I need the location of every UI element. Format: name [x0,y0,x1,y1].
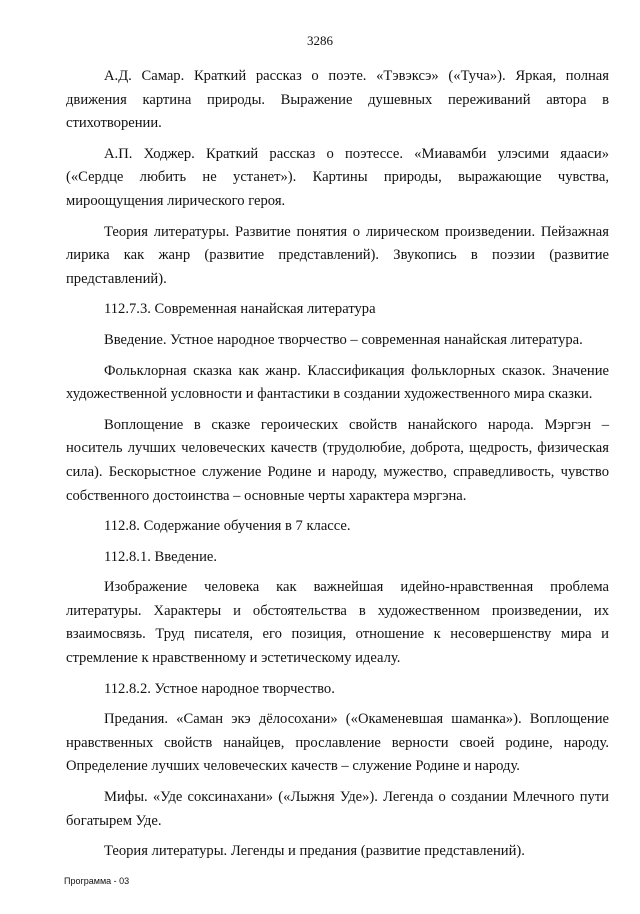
document-body [66,65,609,871]
paragraph-samar: А.Д. Самар. Краткий рассказ о поэте. «Тэвэксэ» («Туча»). Яркая, полная движения картина природы. Выражение душевных переживаний автора в стихотворении. [66,68,609,132]
paragraph-theory-lyric: Теория литературы. Развитие понятия о лирическом произведении. Пейзажная лирика как жанр (развитие представлений). Звукопись в поэзии (развитие представлений). [66,223,609,287]
paragraph-khodzher: А.П. Ходжер. Краткий рассказ о поэтессе. «Миавамби улэсими ядааси» («Сердце любить не устанет»). Картины природы, выражающие чувства, мироощущения лирического героя. [66,145,609,209]
paragraph-human-image: Изображение человека как важнейшая идейно-нравственная проблема литературы. Характеры и обстоятельства в художественном произведении, их взаимосвязь. Труд писателя, его позиция, отношение к несовершенству мира и стремление к нравственному и эстетическому идеалу. [66,579,609,667]
footer-label: Программа - 03 [64,876,130,886]
section-heading-112-8: 112.8. Содержание обучения в 7 классе. [104,518,351,535]
paragraph-myths: Мифы. «Уде соксинахани» («Лыжня Уде»). Легенда о создании Млечного пути богатырем Уде. [66,789,609,829]
page-number: 3286 [307,33,333,48]
paragraph-folk-tale: Фольклорная сказка как жанр. Классификация фольклорных сказок. Значение художественной условности и фантастики в создании художественного мира сказки. [66,362,609,403]
paragraph-mergen: Воплощение в сказке героических свойств нанайского народа. Мэргэн – носитель лучших человеческих качеств (трудолюбие, доброта, щедрость, физическая сила). Бескорыстное служение Родине и народу, мужество, справедливость, чувство собственного достоинства – основные черты характера мэргэна. [66,416,609,504]
paragraph-introduction: Введение. Устное народное творчество – современная нанайская литература. [104,331,583,348]
section-heading-112-8-1: 112.8.1. Введение. [104,548,218,565]
paragraph-theory-legends: Теория литературы. Легенды и предания (развитие представлений). [104,843,525,860]
paragraph-legends: Предания. «Саман экэ дёлосохани» («Окаменевшая шаманка»). Воплощение нравственных свойств нанайцев, прославление верности своей родине, народу. Определение лучших человеческих качеств – служение Родине и народу. [66,711,609,775]
section-heading-112-8-2: 112.8.2. Устное народное творчество. [104,680,335,697]
section-heading-112-7-3: 112.7.3. Современная нанайская литература [104,301,376,318]
